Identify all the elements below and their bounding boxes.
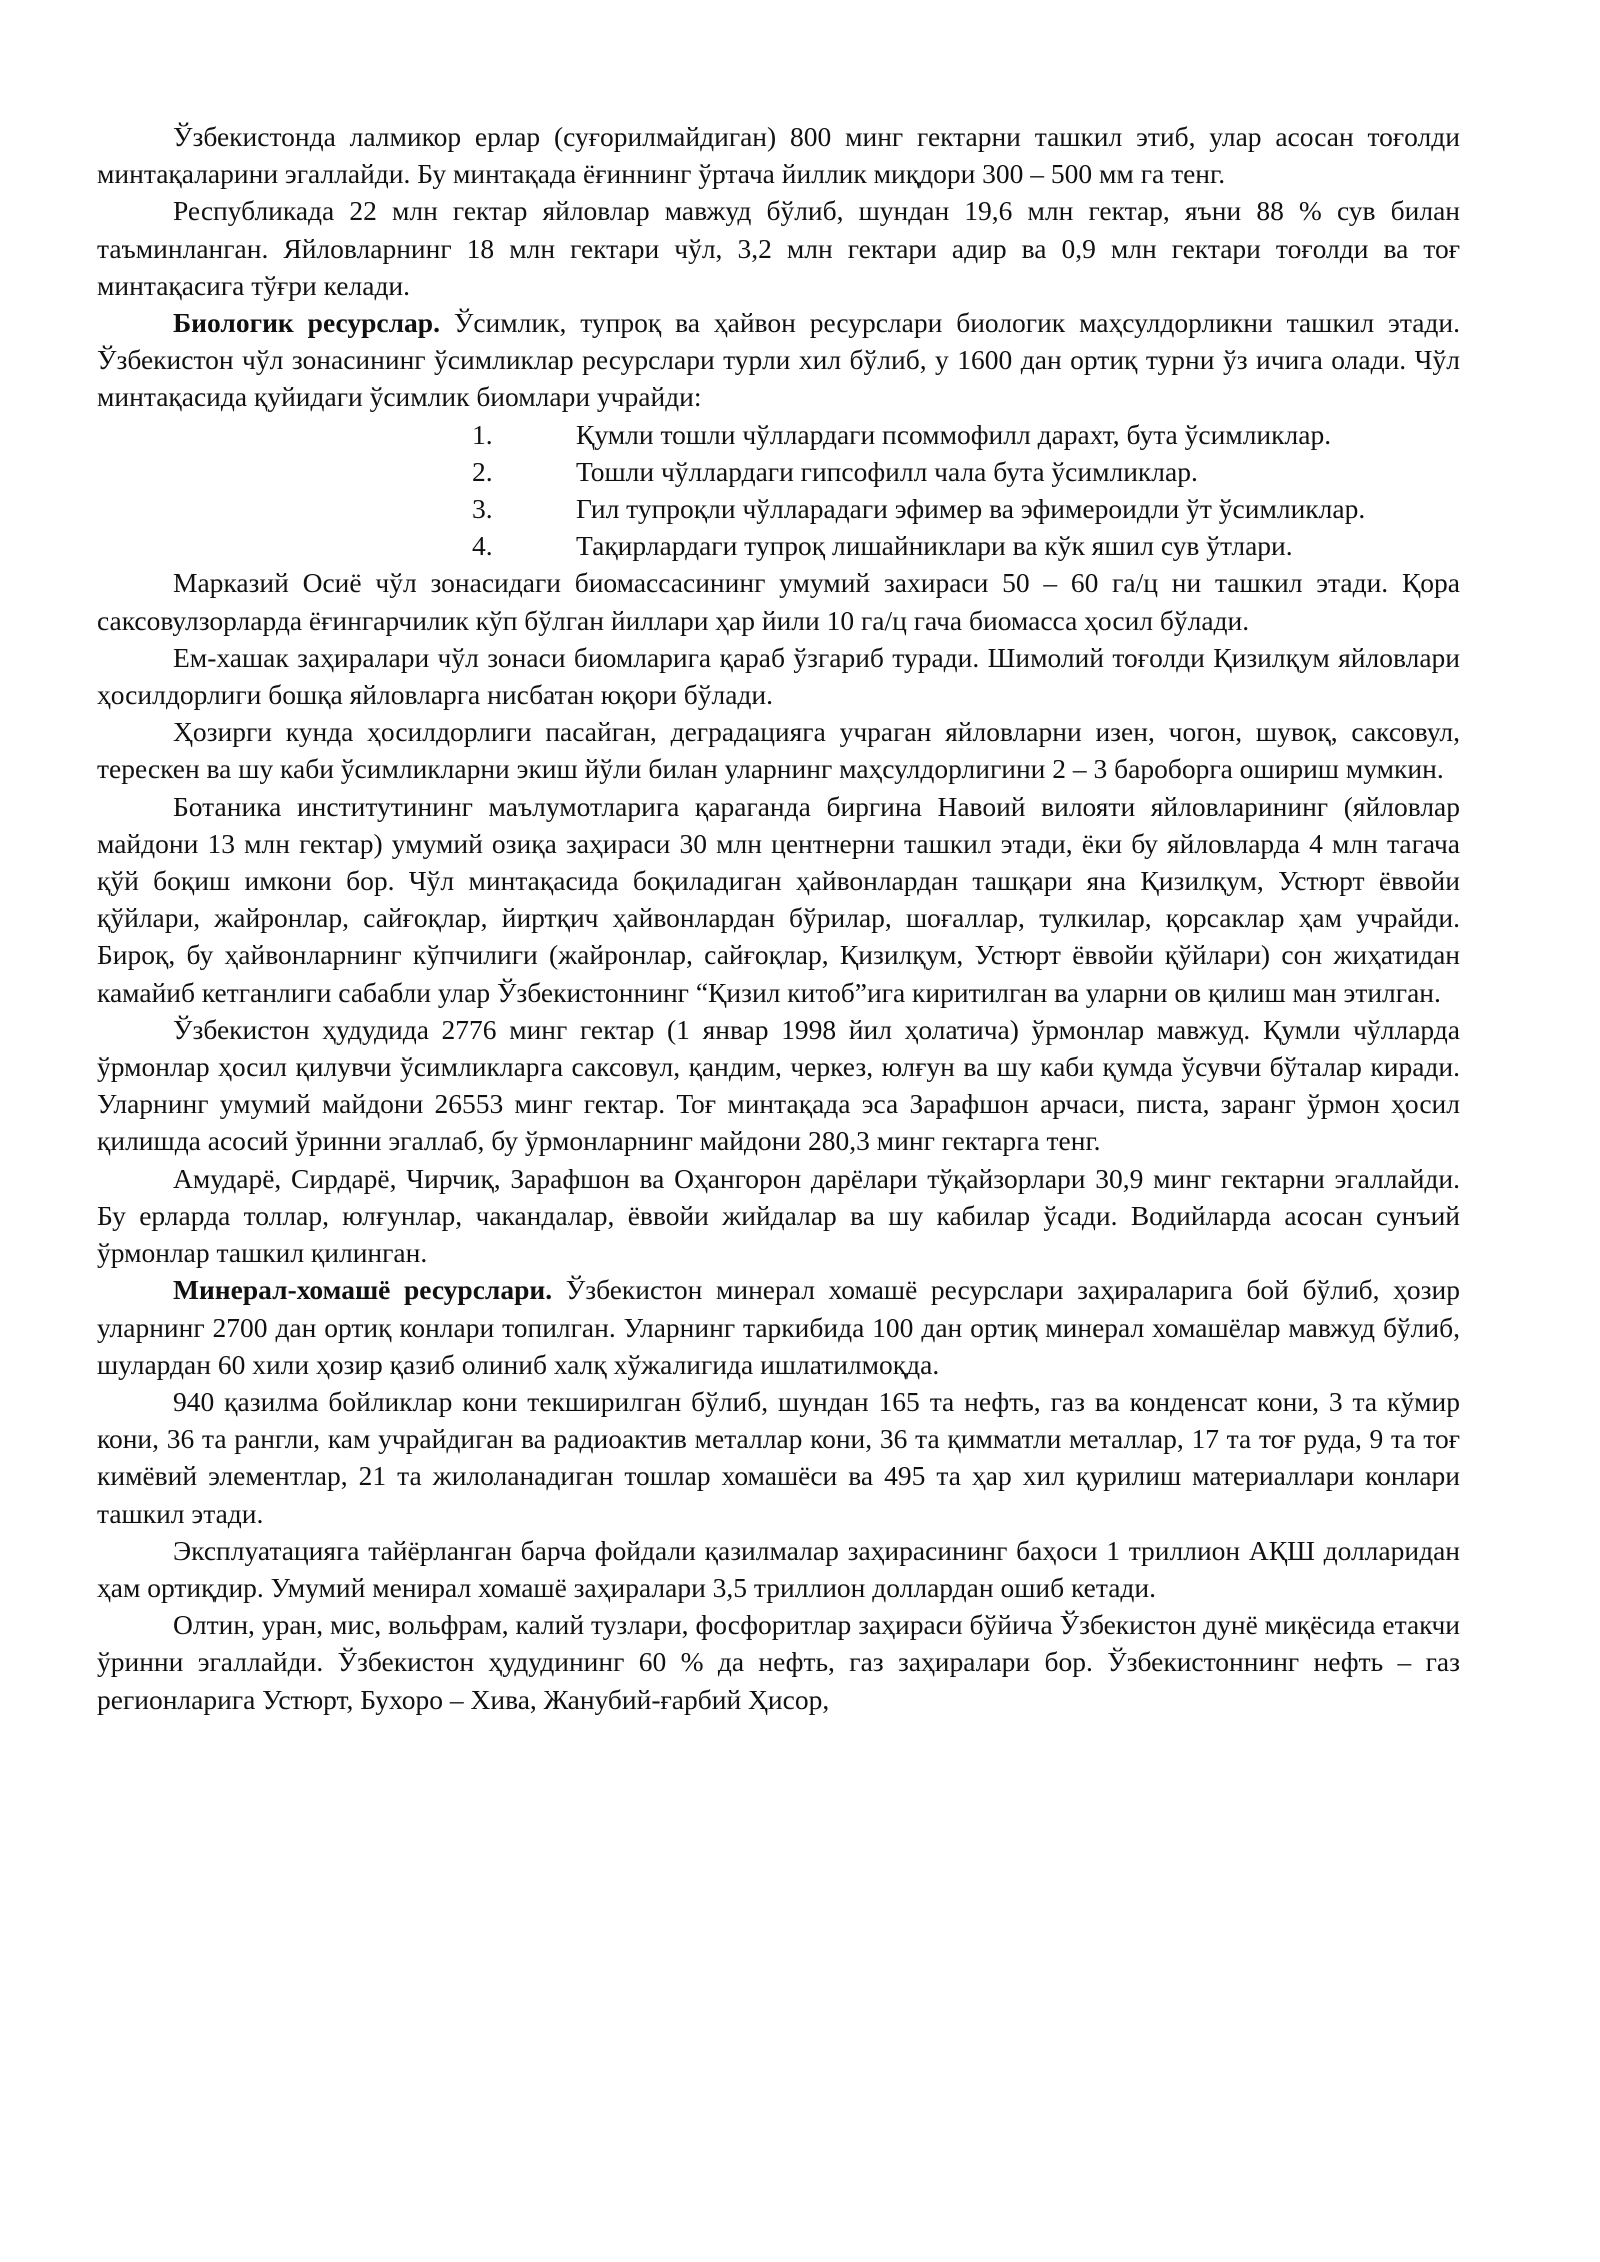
section-heading-mineral: Минерал-хомашё ресурслари. [173,1274,553,1306]
paragraph-botany-institute [97,788,1460,1011]
list-item [393,416,1460,453]
list-item [393,490,1460,527]
paragraph-lalmi-lands [97,118,1460,192]
list-number: 1. [472,418,493,450]
paragraph-text: Амударё, Сирдарё, Чирчиқ, Зарафшон ва Оҳангорон дарёлари тўқайзорлари 30,9 минг гектарни эгаллайди. Бу ерларда толлар, юлғунлар, чакандалар, ёввойи жийдалар ва шу кабилар ўсади. Водийларда асосан сунъий ўрмонлар ташкил қилинган. [97,1162,1460,1269]
paragraph-text: Ҳозирги кунда ҳосилдорлиги пасайган, деградацияга учраган яйловларни изен, чогон, шувоқ, саксовул, терескен ва шу каби ўсимликларни экиш йўли билан уларнинг маҳсулдорлигини 2 – 3 бароборга ошириш мумкин. [97,716,1460,785]
paragraph-degradation [97,713,1460,787]
paragraph-tugai [97,1160,1460,1272]
paragraph-valuation [97,1532,1460,1606]
list-item [393,453,1460,490]
paragraph-biological-resources [97,304,1460,416]
paragraph-text: Олтин, уран, мис, вольфрам, калий тузлари, фосфоритлар заҳираси бўйича Ўзбекистон дунё миқёсида етакчи ўринни эгаллайди. Ўзбекистон ҳудудининг 60 % да нефть, газ заҳиралари бор. Ўзбекистоннинг нефть – газ регионларига Устюрт, Бухоро – Хива, Жанубий-ғарбий Ҳисор, [97,1609,1460,1715]
paragraph-text: Ботаника институтининг маълумотларига қараганда биргина Навоий вилояти яйловларининг (яйловлар майдони 13 млн гектар) умумий озиқа заҳираси 30 млн центнерни ташкил этади, ёки бу яйловларда 4 млн тагача қўй боқиш имкони бор. Чўл минтақасида боқиладиган ҳайвонлардан ташқари яна Қизилқум, Устюрт ёввойи қўйлари, жайронлар, сайғоқлар, йиртқич ҳайвонлардан бўрилар, шоғаллар, тулкилар, қорсаклар ҳам учрайди. Бироқ, бу ҳайвонларнинг кўпчилиги (жайронлар, сайғоқлар, Қизилқум, Устюрт ёввойи қўйлари) сон жиҳатидан камайиб кетганлиги сабабли улар Ўзбекистоннинг “Қизил китоб”ига киритилган ва уларни ов қилиш ман этилган. [97,790,1460,1008]
paragraph-text: Ем-хашак заҳиралари чўл зонаси биомларига қараб ўзгариб туради. Шимолий тоғолди Қизилқум яйловлари ҳосилдорлиги бошқа яйловларга нисбатан юқори бўлади. [97,641,1460,711]
paragraph-text: Ўзбекистонда лалмикор ерлар (суғорилмайдиган) 800 минг гектарни ташкил этиб, улар асосан тоғолди минтақаларини эгаллайди. Бу минтақада ёғиннинг ўртача йиллик миқдори 300 – 500 мм га тенг. [97,121,1460,190]
paragraph-text: 940 қазилма бойликлар кони текширилган бўлиб, шундан 165 та нефть, газ ва конденсат кони, 3 та кўмир кони, 36 та рангли, кам учрайдиган ва радиоактив металлар кони, 36 та қимматли металлар, 17 та тоғ руда, 9 та тоғ кимёвий элементлар, 21 та жилоланадиган тошлар хомашёси ва 495 та ҳар хил қурилиш материаллари конлари ташкил этади. [97,1385,1460,1529]
section-heading-biological: Биологик ресурслар. [173,307,440,339]
paragraph-text: Эксплуатацияга тайёрланган барча фойдали қазилмалар заҳирасининг баҳоси 1 триллион АҚШ долларидан ҳам ортиқдир. Умумий менирал хомашё заҳиралари 3,5 триллион доллардан ошиб кетади. [97,1534,1460,1603]
paragraph-forests [97,1011,1460,1160]
paragraph-text: Ўсимлик, тупроқ ва ҳайвон ресурслари биологик маҳсулдорликни ташкил этади. Ўзбекистон чўл зонасининг ўсимликлар ресурслари турли хил бўлиб, у 1600 дан ортиқ турни ўз ичига олади. Чўл минтақасида қуйидаги ўсимлик биомлари учрайди: [97,307,1461,413]
list-number: 4. [472,530,493,562]
paragraph-text: Марказий Осиё чўл зонасидаги биомассасининг умумий захираси 50 – 60 га/ц ни ташкил этади. Қора саксовулзорларда ёғингарчилик кўп бўлган йиллари ҳар йили 10 га/ц гача биомасса ҳосил бўлади. [97,567,1460,636]
list-item-text: Тақирлардаги тупроқ лишайниклари ва кўк яшил сув ўтлари. [576,530,1293,562]
biome-list [97,416,1460,565]
paragraph-text: Ўзбекистон минерал хомашё ресурслари заҳираларига бой бўлиб, ҳозир уларнинг 2700 дан ортиқ конлари топилган. Уларнинг таркибида 100 дан ортиқ минерал хомашёлар мавжуд бўлиб, шулардан 60 хили ҳозир қазиб олиниб халқ хўжалигида ишлатилмоқда. [97,1274,1460,1380]
paragraph-text: Ўзбекистон ҳудудида 2776 минг гектар (1 январ 1998 йил ҳолатича) ўрмонлар мавжуд. Қумли чўлларда ўрмонлар ҳосил қилувчи ўсимликларга саксовул, қандим, черкез, юлғун ва шу каби қумда ўсувчи бўталар киради. Уларнинг умумий майдони 26553 минг гектар. Тоғ минтақада эса Зарафшон арчаси, писта, заранг ўрмон ҳосил қилишда асосий ўринни эгаллаб, бу ўрмонларнинг майдони 280,3 минг гектарга тенг. [97,1013,1460,1157]
paragraph-biomass [97,564,1460,638]
paragraph-mineral-resources [97,1271,1460,1383]
paragraph-pastures [97,192,1460,304]
list-item-text: Тошли чўллардаги гипсофилл чала бута ўсимликлар. [576,455,1198,487]
list-item-text: Қумли тошли чўллардаги псоммофилл дарахт, бута ўсимликлар. [576,418,1332,450]
paragraph-text: Республикада 22 млн гектар яйловлар мавжуд бўлиб, шундан 19,6 млн гектар, яъни 88 % сув билан таъминланган. Яйловларнинг 18 млн гектари чўл, 3,2 млн гектари адир ва 0,9 млн гектари тоғолди ва тоғ минтақасига тўғри келади. [97,195,1460,301]
list-item-text: Гил тупроқли чўлларадаги эфимер ва эфимероидли ўт ўсимликлар. [576,493,1366,525]
paragraph-gold-uranium [97,1606,1460,1718]
list-number: 2. [472,455,493,487]
list-number: 3. [472,493,493,525]
paragraph-deposits [97,1383,1460,1532]
paragraph-fodder [97,639,1460,713]
list-item [393,527,1460,564]
document-page [97,118,1460,1718]
